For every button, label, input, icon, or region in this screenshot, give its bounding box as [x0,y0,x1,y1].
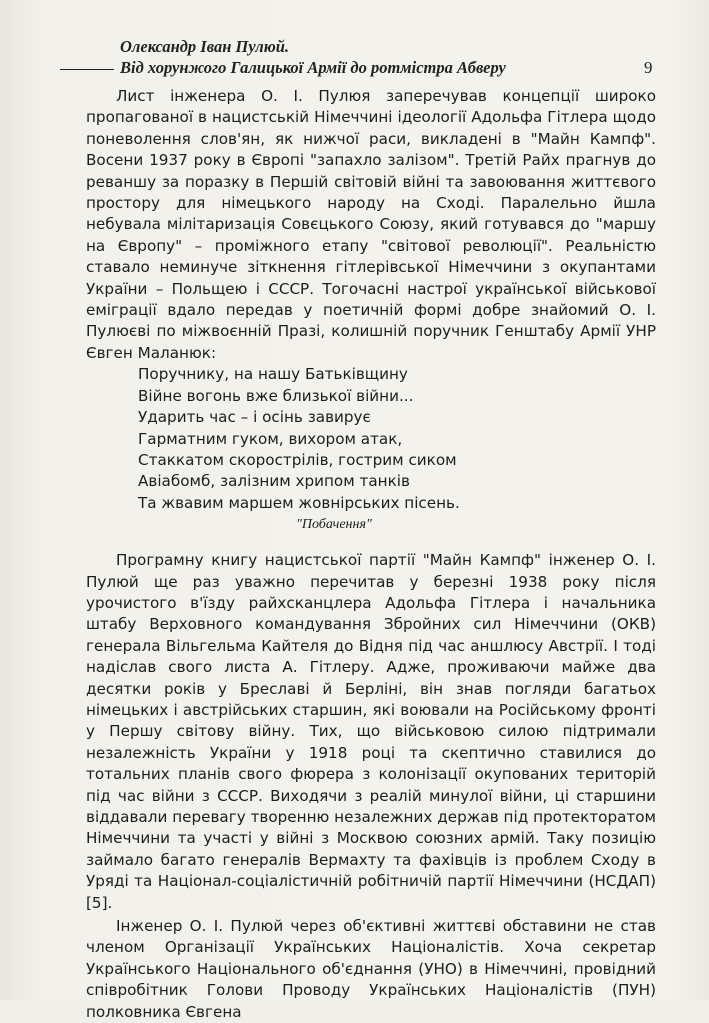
poem-quote [86,364,656,514]
paragraph-1: Лист інженера О. І. Пулюя заперечував концепції широко пропагованої в нацистській Німеччині ідеології Адольфа Гітлера щодо поневолення слов'ян, як нижчої раси, викладені в "Майн Кампф". Восени 1937 року в Європі "запахло залізом". Третій Райх прагнув до реваншу за поразку в Першій світовій війні та завоювання життєвого простору для німецького народу на Сході. Паралельно йшла небувала мілітаризація Совєцького Союзу, який готувався до "маршу на Європу" – проміжного етапу "світової революції". Реальністю ставало неминуче зіткнення гітлерівської Німеччини з окупантами України – Польщею і СССР. Тогочасні настрої української військової еміграції вдало передав у поетичній формі добре знайомий О. І. Пулюєві по міжвоєнній Празі, колишній поручник Генштабу Армії УНР Євген Маланюк: [86,87,656,362]
header-author: Олександр Іван Пулюй. [120,37,290,56]
running-header [60,36,660,78]
poem-line: Стаккатом скорострілів, гострим сиком [138,450,457,469]
poem-line: Гарматним гуком, вихором атак, [138,429,403,448]
poem-line: Поручнику, на нашу Батьківщину [138,365,408,384]
poem-line: Та жвавим маршем жовнірських пісень. [138,493,460,512]
poem-line: Війне вогонь вже близької війни... [138,386,414,405]
poem-line: Авіабомб, залізним хрипом танків [138,472,410,491]
paragraph-3: Інженер О. І. Пулюй через об'єктивні життєві обставини не став членом Організації Українських Націоналістів. Хоча секретар Українського Національного об'єднання (УНО) в Німеччині, провідний співробітник Голови Проводу Українських Націоналістів (ПУН) полковника Євгена [86,917,656,1021]
body-text [86,86,656,1023]
header-subtitle: Від хорунжого Галицької Армії до ротмістра Абверу [120,58,506,77]
paragraph-2: Програмну книгу нацистської партії "Майн Кампф" інженер О. І. Пулюй ще раз уважно перечитав у березні 1938 року після урочистого в'їзду райхсканцлера Адольфа Гітлера і начальника штабу Верховного командування Збройних сил Німеччини (ОКВ) генерала Вільгельма Кайтеля до Відня під час аншлюсу Австрії. І тоді надіслав свого листа А. Гітлеру. Адже, проживаючи майже два десятки років у Бреславі й Берліні, він знав погляди багатьох німецьких і австрійських старшин, які воювали на Російському фронті у Першу світову війну. Тих, що військовою силою підтримали незалежність України у 1918 році та скептично ставилися до тотальних планів свого фюрера з колонізації окупованих територій під час війни з СССР. Виходячи з реалій минулої війни, ці старшини віддавали перевагу творенню незалежних держав під протекторатом Німеччини та участі у війні з Москвою союзних армій. Таку позицію займало багато генералів Вермахту та фахівців із проблем Сходу в Уряді та Націонал-соціалістичній робітничій партії Німеччини (НСДАП) [5]. [86,551,656,912]
poem-source: "Побачення" [296,517,372,533]
header-subtitle-row [60,57,660,78]
header-rule [60,69,114,70]
poem-line: Ударить час – і осінь завирує [138,408,371,427]
page-number: 9 [644,58,653,77]
